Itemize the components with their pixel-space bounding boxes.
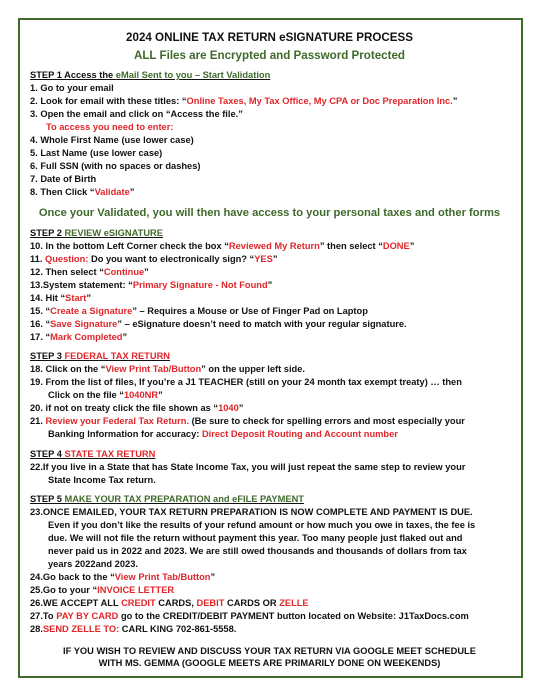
step1-item-2: 2. Look for email with these titles: “Online Taxes, My Tax Office, My CPA or Doc Preparation Inc.” bbox=[30, 96, 458, 106]
step1-item-6: 6. Full SSN (with no spaces or dashes) bbox=[30, 161, 201, 171]
step2-heading: STEP 2 REVIEW eSIGNATURE bbox=[30, 228, 163, 238]
step2-item-15: 15. “Create a Signature” – Requires a Mouse or Use of Finger Pad on Laptop bbox=[30, 306, 368, 316]
step5-item-28: 28.SEND ZELLE TO: CARL KING 702-861-5558. bbox=[30, 624, 237, 634]
step4-item-22: 22.If you live in a State that has State Income Tax, you will just repeat the same step to review your bbox=[30, 462, 466, 472]
step2-item-17: 17. “Mark Completed” bbox=[30, 332, 128, 342]
step4-item-22-cont: State Income Tax return. bbox=[48, 475, 156, 485]
step5-item-23-line5: years 2022and 2023. bbox=[48, 559, 138, 569]
step3-item-18: 18. Click on the “View Print Tab/Button” on the upper left side. bbox=[30, 364, 305, 374]
step2-item-13: 13.System statement: “Primary Signature - Not Found” bbox=[30, 280, 273, 290]
step1-item-1: 1. Go to your email bbox=[30, 83, 114, 93]
step1-item-3: 3. Open the email and click on “Access the file.” bbox=[30, 109, 243, 119]
step3-heading: STEP 3 FEDERAL TAX RETURN bbox=[30, 351, 170, 361]
footer-line-1: IF YOU WISH TO REVIEW AND DISCUSS YOUR TAX RETURN VIA GOOGLE MEET SCHEDULE bbox=[63, 646, 476, 656]
step2-item-16: 16. “Save Signature” – eSignature doesn’t need to match with your regular signature. bbox=[30, 319, 407, 329]
step2-item-11: 11. Question: Do you want to electronically sign? “YES” bbox=[30, 254, 278, 264]
step5-item-23-line4: never paid us in 2022 and 2023. We are still owed thousands and thousands of dollars from tax bbox=[48, 546, 467, 556]
step5-item-25: 25.Go to your “INVOICE LETTER bbox=[30, 585, 175, 595]
step5-item-23-line3: due. We will not file the return without payment this year. Too many people just flaked out and bbox=[48, 533, 463, 543]
step3-item-19-cont: Click on the file “1040NR” bbox=[48, 390, 163, 400]
step5-item-27: 27.To PAY BY CARD go to the CREDIT/DEBIT PAYMENT button located on Website: J1TaxDocs.com bbox=[30, 611, 469, 621]
step5-item-23-line2: Even if you don’t like the results of your refund amount or how much you owe in taxes, the fee is bbox=[48, 520, 476, 530]
step5-heading: STEP 5 MAKE YOUR TAX PREPARATION and eFILE PAYMENT bbox=[30, 494, 304, 504]
step5-item-26: 26.WE ACCEPT ALL CREDIT CARDS, DEBIT CARDS OR ZELLE bbox=[30, 598, 309, 608]
footer-line-2: WITH MS. GEMMA (GOOGLE MEETS ARE PRIMARILY DONE ON WEEKENDS) bbox=[98, 658, 441, 668]
document-title: 2024 ONLINE TAX RETURN eSIGNATURE PROCESS bbox=[126, 31, 413, 44]
step1-item-5: 5. Last Name (use lower case) bbox=[30, 148, 163, 158]
step1-access-note: To access you need to enter: bbox=[46, 122, 174, 132]
step3-item-21-cont: Banking Information for accuracy: Direct Deposit Routing and Account number bbox=[48, 429, 398, 439]
step2-item-14: 14. Hit “Start” bbox=[30, 293, 91, 303]
step3-item-20: 20. if not on treaty click the file shown as “1040” bbox=[30, 403, 244, 413]
step5-item-24: 24.Go back to the “View Print Tab/Button” bbox=[30, 572, 216, 582]
step1-heading: STEP 1 Access the eMail Sent to you – Start Validation bbox=[30, 70, 271, 80]
validation-banner: Once your Validated, you will then have access to your personal taxes and other forms bbox=[38, 207, 501, 219]
step3-item-19: 19. From the list of files, If you’re a J1 TEACHER (still on your 24 month tax exempt treaty) … then bbox=[30, 377, 462, 387]
step1-item-8: 8. Then Click “Validate” bbox=[30, 187, 135, 197]
step2-item-12: 12. Then select “Continue” bbox=[30, 267, 149, 277]
step2-item-10: 10. In the bottom Left Corner check the box “Reviewed My Return” then select “DONE” bbox=[30, 241, 415, 251]
step4-heading: STEP 4 STATE TAX RETURN bbox=[30, 449, 156, 459]
step1-item-7: 7. Date of Birth bbox=[30, 174, 97, 184]
step1-item-4: 4. Whole First Name (use lower case) bbox=[30, 135, 194, 145]
step5-item-23: 23.ONCE EMAILED, YOUR TAX RETURN PREPARATION IS NOW COMPLETE AND PAYMENT IS DUE. bbox=[30, 507, 473, 517]
document-subtitle: ALL Files are Encrypted and Password Protected bbox=[133, 49, 406, 62]
step3-item-21: 21. Review your Federal Tax Return. (Be sure to check for spelling errors and most especially your bbox=[30, 416, 465, 426]
